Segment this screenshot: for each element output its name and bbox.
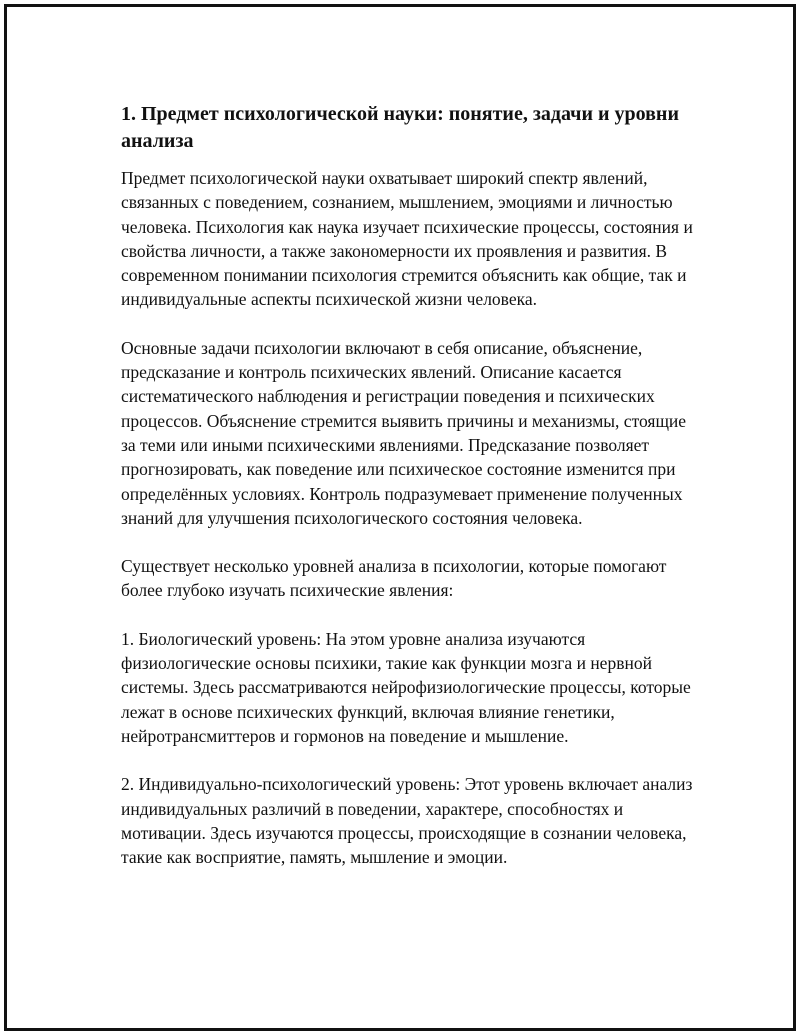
paragraph-subject: Предмет психологической науки охватывает широкий спектр явлений, связанных с поведением, сознанием, мышлением, эмоциями и личностью человека. Психология как наука изучает психические процессы, состояния и свойства личности, а также закономерности их проявления и развития. В современном понимании психология стремится объяснить как общие, так и индивидуальные аспекты психической жизни человека. bbox=[121, 168, 693, 310]
document-body bbox=[121, 101, 701, 893]
paragraph-individual-level: 2. Индивидуально-психологический уровень: Этот уровень включает анализ индивидуальных различий в поведении, характере, способностях и мотивации. Здесь изучаются процессы, происходящие в сознании человека, такие как восприятие, память, мышление и эмоции. bbox=[121, 774, 693, 868]
section-heading: 1. Предмет психологической науки: понятие, задачи и уровни анализа bbox=[121, 103, 679, 152]
paragraph-tasks: Основные задачи психологии включают в себя описание, объяснение, предсказание и контроль психических явлений. Описание касается систематического наблюдения и регистрации поведения и психических процессов. Объяснение стремится выявить причины и механизмы, стоящие за теми или иными психическими явлениями. Предсказание позволяет прогнозировать, как поведение или психическое состояние изменится при определённых условиях. Контроль подразумевает применение полученных знаний для улучшения психологического состояния человека. bbox=[121, 337, 687, 528]
paragraph-biological-level: 1. Биологический уровень: На этом уровне анализа изучаются физиологические основы психики, такие как функции мозга и нервной системы. Здесь рассматриваются нейрофизиологические процессы, которые лежат в основе психических функций, включая влияние генетики, нейротрансмиттеров и гормонов на поведение и мышление. bbox=[121, 628, 691, 746]
page-frame bbox=[4, 4, 796, 1031]
paragraph-levels-intro: Существует несколько уровней анализа в психологии, которые помогают более глубоко изучать психические явления: bbox=[121, 556, 667, 601]
